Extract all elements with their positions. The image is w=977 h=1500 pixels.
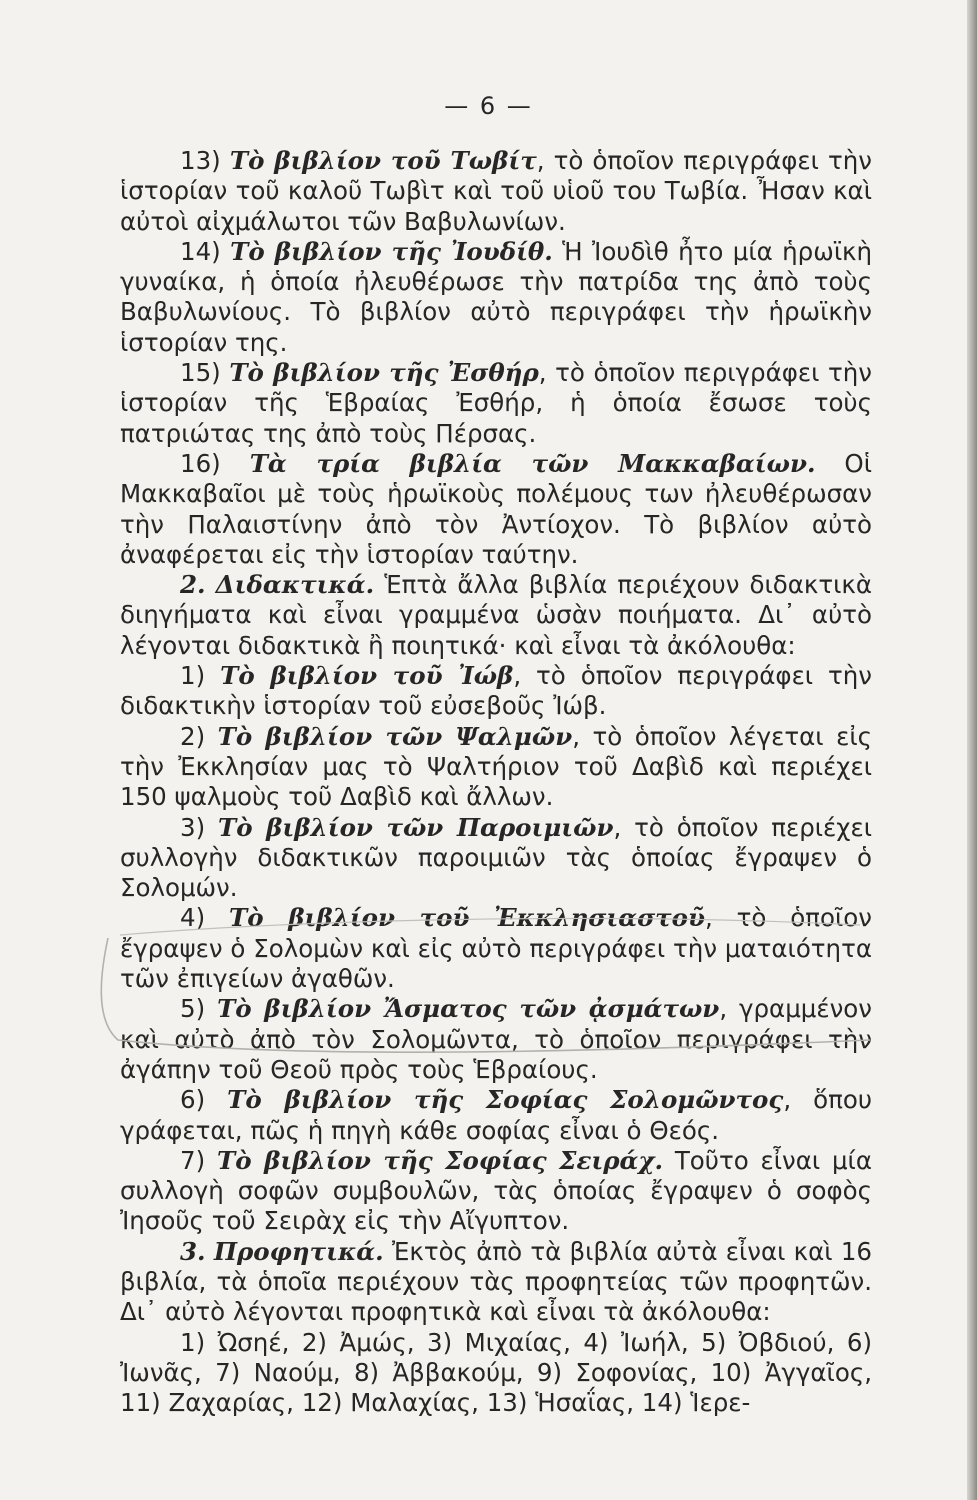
paragraph-text: , τὸ ὁποῖον ἔγραψεν ὁ Σολομὼν καὶ εἰς αὐτὸ περιγράφει τὴν ματαιότητα τῶν ἐπιγείων ἀγαθῶν. bbox=[120, 903, 872, 994]
item-number: 6) bbox=[180, 1085, 206, 1115]
paragraph-wisdom-sirach bbox=[120, 1146, 872, 1237]
paragraph-text: , τὸ ὁποῖον περιγράφει τὴν ἱστορίαν τῆς Ἑβραίας Ἐσθήρ, ἡ ὁποία ἔσωσε τοὺς πατριώτας της ἀπὸ τοὺς Πέρσας. bbox=[120, 358, 872, 448]
paragraph-text: , τὸ ὁποῖον περιγράφει τὴν ἱστορίαν τοῦ καλοῦ Τωβὶτ καὶ τοῦ υἱοῦ του Τωβία. Ἦσαν καὶ αὐτοὶ αἰχμάλωτοι τῶν Βαβυλωνίων. bbox=[120, 146, 872, 236]
paragraph-wisdom-solomon bbox=[120, 1085, 872, 1146]
item-number: 14) bbox=[180, 236, 221, 266]
section-number: 3. bbox=[180, 1236, 206, 1266]
paragraph-proverbs bbox=[120, 813, 872, 904]
book-title: Τὸ βιβλίον Ἄσματος τῶν ᾀσμάτων bbox=[217, 994, 720, 1024]
paragraph-text: 1) Ὠσηέ, 2) Ἀμώς, 3) Μιχαίας, 4) Ἰωήλ, 5) Ὀβδιού, 6) Ἰωνᾶς, 7) Ναούμ, 8) Ἀββακούμ, 9) Σοφονίας, 10) Ἀγγαῖος, 11) Ζαχαρίας, 12) Μαλαχίας, 13) Ἡσαΐας, 14) Ἱερε- bbox=[120, 1327, 872, 1418]
paragraph-esther bbox=[120, 358, 872, 449]
paragraph-judith bbox=[120, 237, 872, 358]
item-number: 1) bbox=[180, 661, 206, 691]
paragraph-maccabees bbox=[120, 449, 872, 570]
paragraph-text: Τοῦτο εἶναι μία συλλογὴ σοφῶν συμβουλῶν, τὰς ὁποίας ἔγραψεν ὁ σοφὸς Ἰησοῦς τοῦ Σειρὰχ εἰς τὴν Αἴγυπτον. bbox=[120, 1145, 872, 1236]
book-title: Τὸ βιβλίον τοῦ Ἰώβ bbox=[220, 661, 514, 691]
item-number: 5) bbox=[180, 994, 206, 1024]
paragraph-text: Ἐκτὸς ἀπὸ τὰ βιβλία αὐτὰ εἶναι καὶ 16 βιβλία, τὰ ὁποῖα περιέχουν τὰς προφητείας τῶν προφητῶν. Δι᾽ αὐτὸ λέγονται προφητικὰ καὶ εἶναι τὰ ἀκόλουθα: bbox=[120, 1236, 872, 1327]
paragraph-job bbox=[120, 661, 872, 722]
paragraph-text: , τὸ ὁποῖον λέγεται εἰς τὴν Ἐκκλησίαν μας τὸ Ψαλτήριον τοῦ Δαβὶδ καὶ περιέχει 150 ψαλμοὺς τοῦ Δαβὶδ καὶ ἄλλων. bbox=[120, 721, 872, 812]
book-title: Τὸ βιβλίον τῶν Παροιμιῶν bbox=[218, 812, 614, 842]
item-number: 13) bbox=[180, 146, 221, 175]
item-number: 16) bbox=[180, 448, 221, 478]
paragraph-text: Οἱ Μακκαβαῖοι μὲ τοὺς ἡρωϊκοὺς πολέμους των ἠλευθέρωσαν τὴν Παλαιστίνην ἀπὸ τὸν Ἀντίοχον. Τὸ βιβλίον αὐτὸ ἀναφέρεται εἰς τὴν ἱστορίαν ταύτην. bbox=[120, 448, 873, 569]
paragraph-text: Ἑπτὰ ἄλλα βιβλία περιέχουν διδακτικὰ διηγήματα καὶ εἶναι γραμμένα ὡσὰν ποιήματα. Δι᾽ αὐτὸ λέγονται διδακτικὰ ἢ ποιητικά· καὶ εἶναι τὰ ἀκόλουθα: bbox=[120, 570, 872, 660]
item-number: 4) bbox=[180, 903, 206, 933]
book-title: Τὸ βιβλίον τῆς Σοφίας Σολομῶντος bbox=[227, 1085, 784, 1115]
page-edge-shadow bbox=[967, 0, 977, 1500]
paragraph-text: , τὸ ὁποῖον περιγράφει τὴν διδακτικὴν ἱστορίαν τοῦ εὐσεβοῦς Ἰώβ. bbox=[120, 661, 872, 721]
page-number: — 6 — bbox=[444, 92, 533, 120]
paragraph-psalms bbox=[120, 722, 872, 813]
section-prophetic bbox=[120, 1237, 872, 1328]
book-title: Τὸ βιβλίον τοῦ Ἐκκλησιαστοῦ bbox=[229, 903, 705, 933]
book-title: Τὸ βιβλίον τῶν Ψαλμῶν bbox=[217, 721, 573, 751]
section-didactic bbox=[120, 570, 872, 661]
section-heading: Προφητικά. bbox=[213, 1236, 384, 1266]
paragraph-prophets-list bbox=[120, 1328, 872, 1419]
book-title: Τὸ βιβλίον τῆς Ἰουδίθ. bbox=[230, 236, 553, 266]
book-title: Τὸ βιβλίον τοῦ Τωβίτ bbox=[229, 146, 537, 175]
paragraph-tobit bbox=[120, 146, 872, 237]
text-column bbox=[120, 146, 872, 1418]
book-title: Τὸ βιβλίον τῆς Ἐσθήρ bbox=[229, 358, 539, 388]
paragraph-text: , γραμμένον καὶ αὐτὸ ἀπὸ τὸν Σολομῶντα, τὸ ὁποῖον περιγράφει τὴν ἀγάπην τοῦ Θεοῦ πρὸς τοὺς Ἑβραίους. bbox=[120, 994, 872, 1084]
paragraph-song-of-songs bbox=[120, 994, 872, 1085]
book-title: Τὰ τρία βιβλία τῶν Μακκαβαίων. bbox=[249, 448, 816, 478]
section-heading: Διδακτικά. bbox=[215, 570, 375, 600]
item-number: 2) bbox=[180, 721, 206, 751]
paragraph-text: , τὸ ὁποῖον περιέχει συλλογὴν διδακτικῶν παροιμιῶν τὰς ὁποίας ἔγραψεν ὁ Σολομών. bbox=[120, 812, 872, 903]
item-number: 3) bbox=[180, 812, 206, 842]
paragraph-text: Ἡ Ἰουδὶθ ἦτο μία ἡρωϊκὴ γυναίκα, ἡ ὁποία ἠλευθέρωσε τὴν πατρίδα της ἀπὸ τοὺς Βαβυλωνίους. Τὸ βιβλίον αὐτὸ περιγράφει τὴν ἡρωϊκὴν ἱστορίαν της. bbox=[120, 236, 872, 357]
item-number: 15) bbox=[180, 358, 221, 388]
paragraph-text: , ὅπου γράφεται, πῶς ἡ πηγὴ κάθε σοφίας εἶναι ὁ Θεός. bbox=[120, 1085, 872, 1145]
book-title: Τὸ βιβλίον τῆς Σοφίας Σειράχ. bbox=[216, 1145, 664, 1175]
paragraph-ecclesiastes bbox=[120, 903, 872, 994]
item-number: 7) bbox=[180, 1145, 206, 1175]
section-number: 2. bbox=[180, 570, 206, 600]
